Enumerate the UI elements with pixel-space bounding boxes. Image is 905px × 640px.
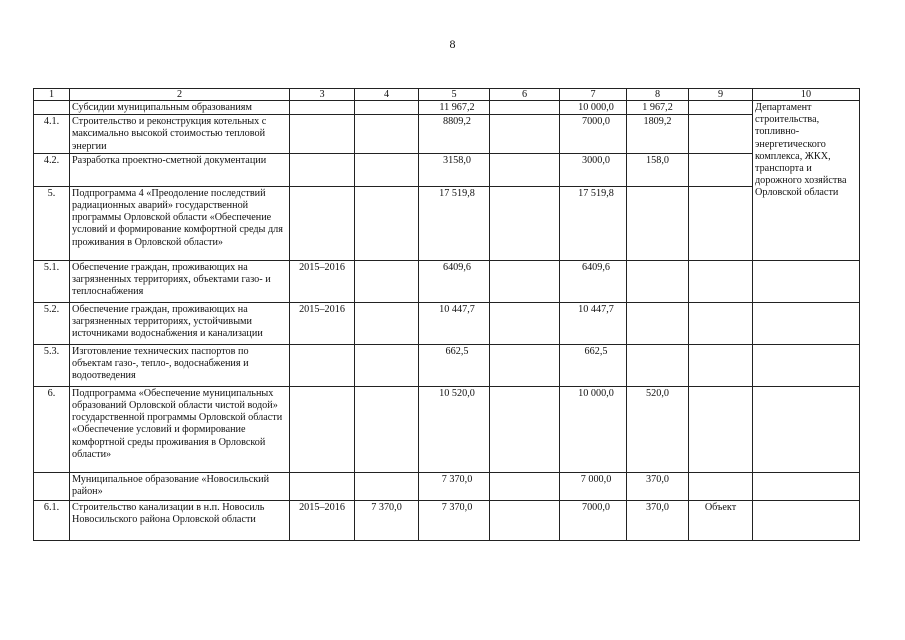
table-cell-no: 5.2. xyxy=(34,302,70,344)
department-cell: Департамент строительства, топливно-энергетического комплекса, ЖКХ, транспорта и дорожного хозяйства Орловской области xyxy=(753,101,860,261)
table-cell-c7: 7000,0 xyxy=(560,500,627,540)
table-row xyxy=(34,260,860,302)
column-header: 7 xyxy=(560,89,627,101)
table-cell-c9 xyxy=(689,260,753,302)
table-cell-name: Муниципальное образование «Новосильский район» xyxy=(70,472,290,500)
table-cell-c6 xyxy=(490,472,560,500)
table-cell-c9 xyxy=(689,115,753,154)
table-cell-c8: 1809,2 xyxy=(627,115,689,154)
table-cell-c8 xyxy=(627,186,689,260)
table-cell-c7: 17 519,8 xyxy=(560,186,627,260)
table-cell-c7: 7000,0 xyxy=(560,115,627,154)
table-cell-no xyxy=(34,101,70,115)
table-cell-name: Строительство и реконструкция котельных с максимально высокой стоимостью тепловой энергии xyxy=(70,115,290,154)
table-cell-c8 xyxy=(627,260,689,302)
table-cell-c9 xyxy=(689,302,753,344)
table-cell-no: 5. xyxy=(34,186,70,260)
table-cell-no: 6.1. xyxy=(34,500,70,540)
table-cell-c4 xyxy=(355,344,419,386)
table-cell-c6 xyxy=(490,101,560,115)
table-cell-c6 xyxy=(490,153,560,186)
table-cell-period xyxy=(290,153,355,186)
table-cell-c6 xyxy=(490,386,560,472)
table-cell-c5: 6409,6 xyxy=(419,260,490,302)
table-cell-empty xyxy=(753,472,860,500)
table-cell-c5: 10 520,0 xyxy=(419,386,490,472)
table-cell-c7: 662,5 xyxy=(560,344,627,386)
column-header: 8 xyxy=(627,89,689,101)
table-cell-c9: Объект xyxy=(689,500,753,540)
table-cell-c8 xyxy=(627,344,689,386)
table-cell-period: 2015–2016 xyxy=(290,260,355,302)
column-header: 9 xyxy=(689,89,753,101)
table-row xyxy=(34,153,860,186)
table-cell-c4 xyxy=(355,101,419,115)
table-cell-c7: 10 000,0 xyxy=(560,386,627,472)
table-cell-c9 xyxy=(689,344,753,386)
table-cell-no xyxy=(34,472,70,500)
column-header: 3 xyxy=(290,89,355,101)
table-cell-name: Изготовление технических паспортов по объектам газо-, тепло-, водоснабжения и водоотведения xyxy=(70,344,290,386)
table-cell-c9 xyxy=(689,472,753,500)
table-cell-period xyxy=(290,386,355,472)
column-header: 6 xyxy=(490,89,560,101)
table-cell-empty xyxy=(753,500,860,540)
table-cell-c4 xyxy=(355,472,419,500)
table-row xyxy=(34,101,860,115)
table-row xyxy=(34,472,860,500)
table-cell-c5: 7 370,0 xyxy=(419,472,490,500)
table-cell-name: Разработка проектно-сметной документации xyxy=(70,153,290,186)
table-cell-empty xyxy=(753,302,860,344)
column-header: 10 xyxy=(753,89,860,101)
table-cell-name: Подпрограмма «Обеспечение муниципальных образований Орловской области чистой водой» государственной программы Орловской области «Обеспечение условий и формирование комфортной среды проживания в Орловской области» xyxy=(70,386,290,472)
table-row xyxy=(34,386,860,472)
table-cell-c4 xyxy=(355,115,419,154)
column-header: 1 xyxy=(34,89,70,101)
table-cell-period xyxy=(290,344,355,386)
table-cell-empty xyxy=(753,344,860,386)
table-cell-c7: 7 000,0 xyxy=(560,472,627,500)
table-cell-period: 2015–2016 xyxy=(290,500,355,540)
table-cell-period: 2015–2016 xyxy=(290,302,355,344)
table-cell-c9 xyxy=(689,101,753,115)
table-cell-c4 xyxy=(355,260,419,302)
table-cell-c6 xyxy=(490,186,560,260)
table-cell-c8: 520,0 xyxy=(627,386,689,472)
table-cell-empty xyxy=(753,386,860,472)
table-row xyxy=(34,115,860,154)
table-cell-c5: 11 967,2 xyxy=(419,101,490,115)
table-cell-period xyxy=(290,472,355,500)
table-row xyxy=(34,186,860,260)
table-cell-c8: 158,0 xyxy=(627,153,689,186)
page-number: 8 xyxy=(449,37,456,51)
budget-table xyxy=(33,88,860,541)
table-cell-c5: 7 370,0 xyxy=(419,500,490,540)
table-cell-name: Строительство канализации в н.п. Новосиль Новосильского района Орловской области xyxy=(70,500,290,540)
table-cell-c9 xyxy=(689,186,753,260)
table-cell-c7: 10 447,7 xyxy=(560,302,627,344)
table-cell-name: Подпрограмма 4 «Преодоление последствий радиационных аварий» государственной программы Орловской области «Обеспечение условий и формирование комфортной среды для проживания в Орловской области» xyxy=(70,186,290,260)
table-cell-c6 xyxy=(490,115,560,154)
table-cell-c5: 3158,0 xyxy=(419,153,490,186)
table-cell-c4: 7 370,0 xyxy=(355,500,419,540)
column-header: 4 xyxy=(355,89,419,101)
table-cell-c7: 3000,0 xyxy=(560,153,627,186)
table-cell-c9 xyxy=(689,153,753,186)
table-cell-c4 xyxy=(355,302,419,344)
table-cell-c6 xyxy=(490,302,560,344)
table-cell-c5: 8809,2 xyxy=(419,115,490,154)
table-cell-c5: 17 519,8 xyxy=(419,186,490,260)
table-cell-c6 xyxy=(490,260,560,302)
table-cell-c6 xyxy=(490,344,560,386)
table-cell-no: 4.2. xyxy=(34,153,70,186)
table-cell-c8: 370,0 xyxy=(627,500,689,540)
table-cell-period xyxy=(290,186,355,260)
table-cell-period xyxy=(290,101,355,115)
table-cell-name: Обеспечение граждан, проживающих на загрязненных территориях, объектами газо- и теплоснабжения xyxy=(70,260,290,302)
table-cell-c9 xyxy=(689,386,753,472)
table-cell-no: 4.1. xyxy=(34,115,70,154)
column-header: 5 xyxy=(419,89,490,101)
table-cell-c7: 10 000,0 xyxy=(560,101,627,115)
table-cell-c8 xyxy=(627,302,689,344)
table-cell-c8: 1 967,2 xyxy=(627,101,689,115)
column-header-row xyxy=(34,89,860,101)
table-cell-c4 xyxy=(355,386,419,472)
table-cell-no: 5.3. xyxy=(34,344,70,386)
table-cell-name: Обеспечение граждан, проживающих на загрязненных территориях, устойчивыми источниками водоснабжения и канализации xyxy=(70,302,290,344)
table-cell-c6 xyxy=(490,500,560,540)
table-row xyxy=(34,344,860,386)
table-cell-no: 5.1. xyxy=(34,260,70,302)
table-row xyxy=(34,500,860,540)
table-cell-c4 xyxy=(355,186,419,260)
table-row xyxy=(34,302,860,344)
table-cell-c5: 662,5 xyxy=(419,344,490,386)
table-cell-c8: 370,0 xyxy=(627,472,689,500)
table-cell-empty xyxy=(753,260,860,302)
table-cell-c5: 10 447,7 xyxy=(419,302,490,344)
table-cell-period xyxy=(290,115,355,154)
column-header: 2 xyxy=(70,89,290,101)
table-cell-c7: 6409,6 xyxy=(560,260,627,302)
table-cell-name: Субсидии муниципальным образованиям xyxy=(70,101,290,115)
table-cell-no: 6. xyxy=(34,386,70,472)
table-cell-c4 xyxy=(355,153,419,186)
